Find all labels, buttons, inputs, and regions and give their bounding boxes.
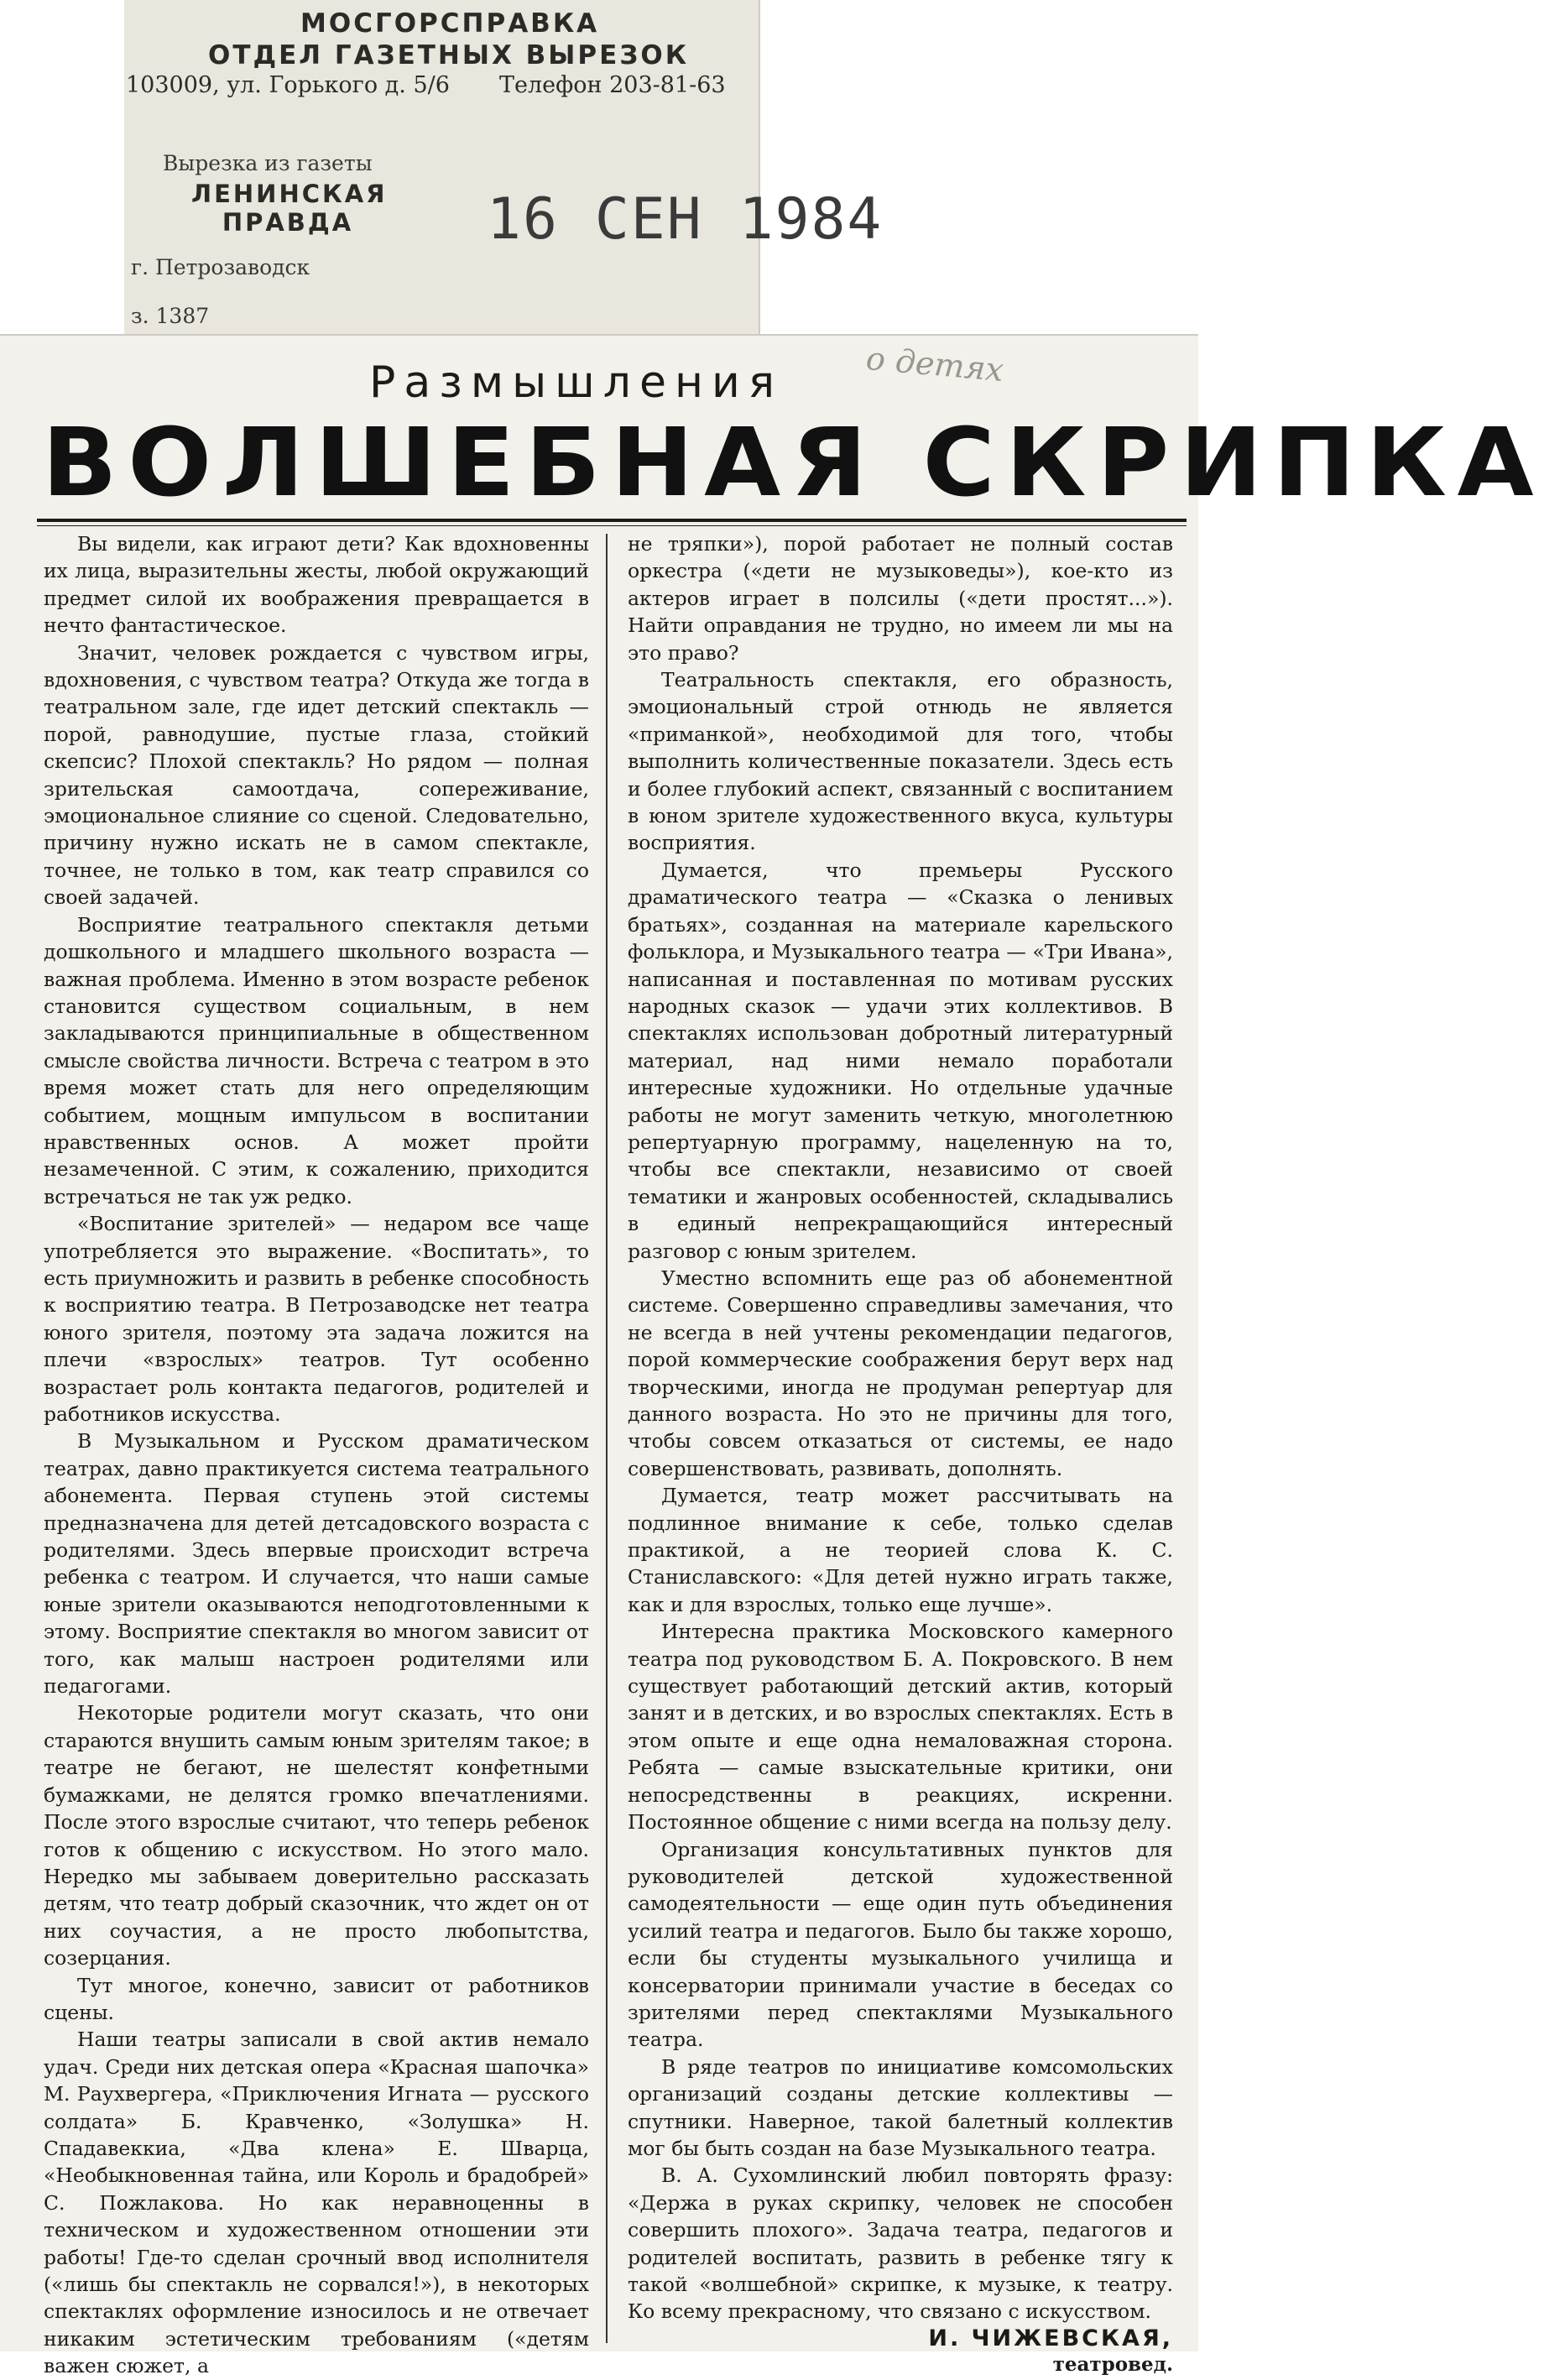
agency-address-line [126, 72, 726, 98]
paragraph: Организация консультативных пунктов для руководителей детской художественной самодеятельности — еще один путь объединения усилий театра и педагогов. Было бы также хорошо, если бы студенты музыкального училища и консерватории принимали участие в беседах со зрителями перед спектаклями Музыкального театра. [628, 1837, 1173, 2052]
paragraph: Думается, что премьеры Русского драматического театра — «Сказка о ленивых братьях», созданная на материале карельского фольклора, и Музыкального театра — «Три Ивана», написанная и поставленная по мотивам русских народных сказок — удачи этих коллективов. В спектаклях использован добротный литературный материал, над ними немало поработали интересные художники. Но отдельные удачные работы не могут заменить четкую, многолетнюю репертуарную программу, нацеленную на то, чтобы все спектакли, независимо от своей тематики и жанровых особенностей, складывались в единый непрекращающийся интересный разговор с юным зрителем. [628, 858, 1173, 1263]
paragraph: Некоторые родители могут сказать, что они стараются внушить самым юным зрителям такое; в театре не бегают, не шелестят конфетными бумажками, не делятся громко впечатлениями. После этого взрослые считают, что теперь ребенок готов к общению с искусством. Но этого мало. Нередко мы забываем доверительно рассказать детям, что театр добрый сказочник, что ждет он от них соучастия, а не просто любопытства, созерцания. [44, 1701, 589, 1970]
clipping-city: г. Петрозаводск [131, 255, 310, 279]
agency-phone: Телефон 203-81-63 [499, 72, 726, 98]
paragraph: Восприятие театрального спектакля детьми дошкольного и младшего школьного возраста — важная проблема. Именно в этом возрасте ребенок становится существом социальным, в нем закладываются принципиальные в общественном смысле свойства личности. Встреча с театром в это время может стать для него определяющим событием, мощным импульсом в воспитании нравственных основ. А может пройти незамеченной. С этим, к сожалению, приходится встречаться не так уж редко. [44, 912, 589, 1208]
paragraph: Интересна практика Московского камерного театра под руководством Б. А. Покровского. В нем существует работающий детский актив, который занят и в детских, и во взрослых спектаклях. Есть в этом опыте и еще одна немаловажная сторона. Ребята — самые взыскательные критики, они непосредственны в реакциях, искренни. Постоянное общение с ними всегда на пользу делу. [628, 1620, 1173, 1835]
order-number: з. 1387 [131, 304, 210, 328]
clipping-service-label [124, 0, 884, 334]
paragraph: Значит, человек рождается с чувством игры, вдохновения, с чувством театра? Откуда же тогда в театральном зале, где идет детский спектакль — порой, равнодушие, пустые глаза, стойкий скепсис? Плохой спектакль? Но рядом — полная зрительская самоотдача, сопереживание, эмоциональное слияние со сценой. Следовательно, причину нужно искать не в самом спектакле, точнее, не только в том, как театр справился со своей задачей. [44, 640, 589, 910]
paragraph: Думается, театр может рассчитывать на подлинное внимание к себе, только сделав практикой, а не теорией слова К. С. Станиславского: «Для детей нужно играть также, как и для взрослых, только еще лучше». [628, 1484, 1173, 1616]
author-name: И. ЧИЖЕВСКАЯ, [928, 2325, 1173, 2351]
handwritten-note: о детях [864, 339, 1005, 389]
paragraph: «Воспитание зрителей» — недаром все чаще употребляется это выражение. «Воспитать», то есть приумножить и развить в ребенке способность к восприятию театра. В Петрозаводске нет театра юного зрителя, поэтому эта задача ложится на плечи «взрослых» театров. Тут особенно возрастает роль контакта педагогов, родителей и работников искусства. [44, 1212, 589, 1426]
section-heading: Размышления [369, 358, 784, 408]
newspaper-clipping [0, 334, 1544, 2378]
clipping-label: Вырезка из газеты [163, 151, 373, 175]
paragraph: Вы видели, как играют дети? Как вдохновенны их лица, выразительны жесты, любой окружающий предмет силой их воображения превращается в нечто фантастическое. [44, 532, 589, 638]
column-divider [606, 534, 608, 2343]
author-role: театровед. [1052, 2352, 1173, 2376]
title-rule [37, 519, 1187, 522]
paragraph: В Музыкальном и Русском драматическом театрах, давно практикуется система театрального абонемента. Первая ступень этой системы предназначена для детей детсадовского возраста с родителями. Здесь впервые происходит встреча ребенка с театром. И случается, что наши самые юные зрители оказываются неподготовленными к этому. Восприятие спектакля во многом зависит от того, как малыш настроен родителями или педагогами. [44, 1429, 589, 1699]
agency-name: МОСГОРСПРАВКА [300, 8, 600, 39]
paragraph-continuation: не тряпки»), порой работает не полный состав оркестра («дети не музыковеды»), кое-кто из актеров играет в полсилы («дети простят...»). Найти оправдания не трудно, но имеем ли мы на это право? [628, 532, 1173, 665]
article-column-right [628, 530, 1173, 2377]
newspaper-name: ЛЕНИНСКАЯ ПРАВДА [191, 180, 388, 237]
agency-department: ОТДЕЛ ГАЗЕТНЫХ ВЫРЕЗОК [208, 40, 690, 70]
article-column-left [44, 530, 589, 2380]
paragraph: В. А. Сухомлинский любил повторять фразу: «Держа в руках скрипку, человек не способен совершить плохого». Задача театра, педагогов и родителей воспитать, развить в ребенке тягу к такой «волшебной» скрипке, к музыке, к театру. Ко всему прекрасному, что связано с искусством. [628, 2163, 1173, 2324]
paragraph: Наши театры записали в свой актив немало удач. Среди них детская опера «Красная шапочка» М. Раухвергера, «Приключения Игната — русского солдата» Б. Кравченко, «Золушка» Н. Спадавеккиа, «Два клена» Е. Шварца, «Необыкновенная тайна, или Король и брадобрей» С. Пожлакова. Но как неравноценны в техническом и художественном отношении эти работы! Где-то сделан срочный ввод исполнителя («лишь бы спектакль не сорвался!»), в некоторых спектаклях оформление износилось и не отвечает никаким эстетическим требованиям («детям важен сюжет, а [44, 2028, 589, 2378]
paragraph: Уместно вспомнить еще раз об абонементной системе. Совершенно справедливы замечания, что не всегда в ней учтены рекомендации педагогов, порой коммерческие соображения берут верх над творческими, иногда не продуман репертуар для данного возраста. Но это не причины для того, чтобы совсем отказаться от системы, ее надо совершенствовать, развивать, дополнять. [628, 1266, 1173, 1480]
article-title: ВОЛШЕБНАЯ СКРИПКА [42, 409, 1544, 518]
paragraph: В ряде театров по инициативе комсомольских организаций созданы детские коллективы — спутники. Наверное, такой балетный коллектив мог бы быть создан на базе Музыкального театра. [628, 2054, 1173, 2160]
paragraph: Театральность спектакля, его образность, эмоциональный строй отнюдь не является «приманкой», необходимой для того, чтобы выполнить количественные показатели. Здесь есть и более глубокий аспект, связанный с воспитанием в юном зрителе художественного вкуса, культуры восприятия. [628, 668, 1173, 855]
paragraph: Тут многое, конечно, зависит от работников сцены. [44, 1973, 589, 2024]
date-stamp: 16 СЕН 1984 [487, 186, 884, 253]
agency-address: 103009, ул. Горького д. 5/6 [126, 72, 450, 98]
title-rule-thin [37, 525, 1187, 526]
